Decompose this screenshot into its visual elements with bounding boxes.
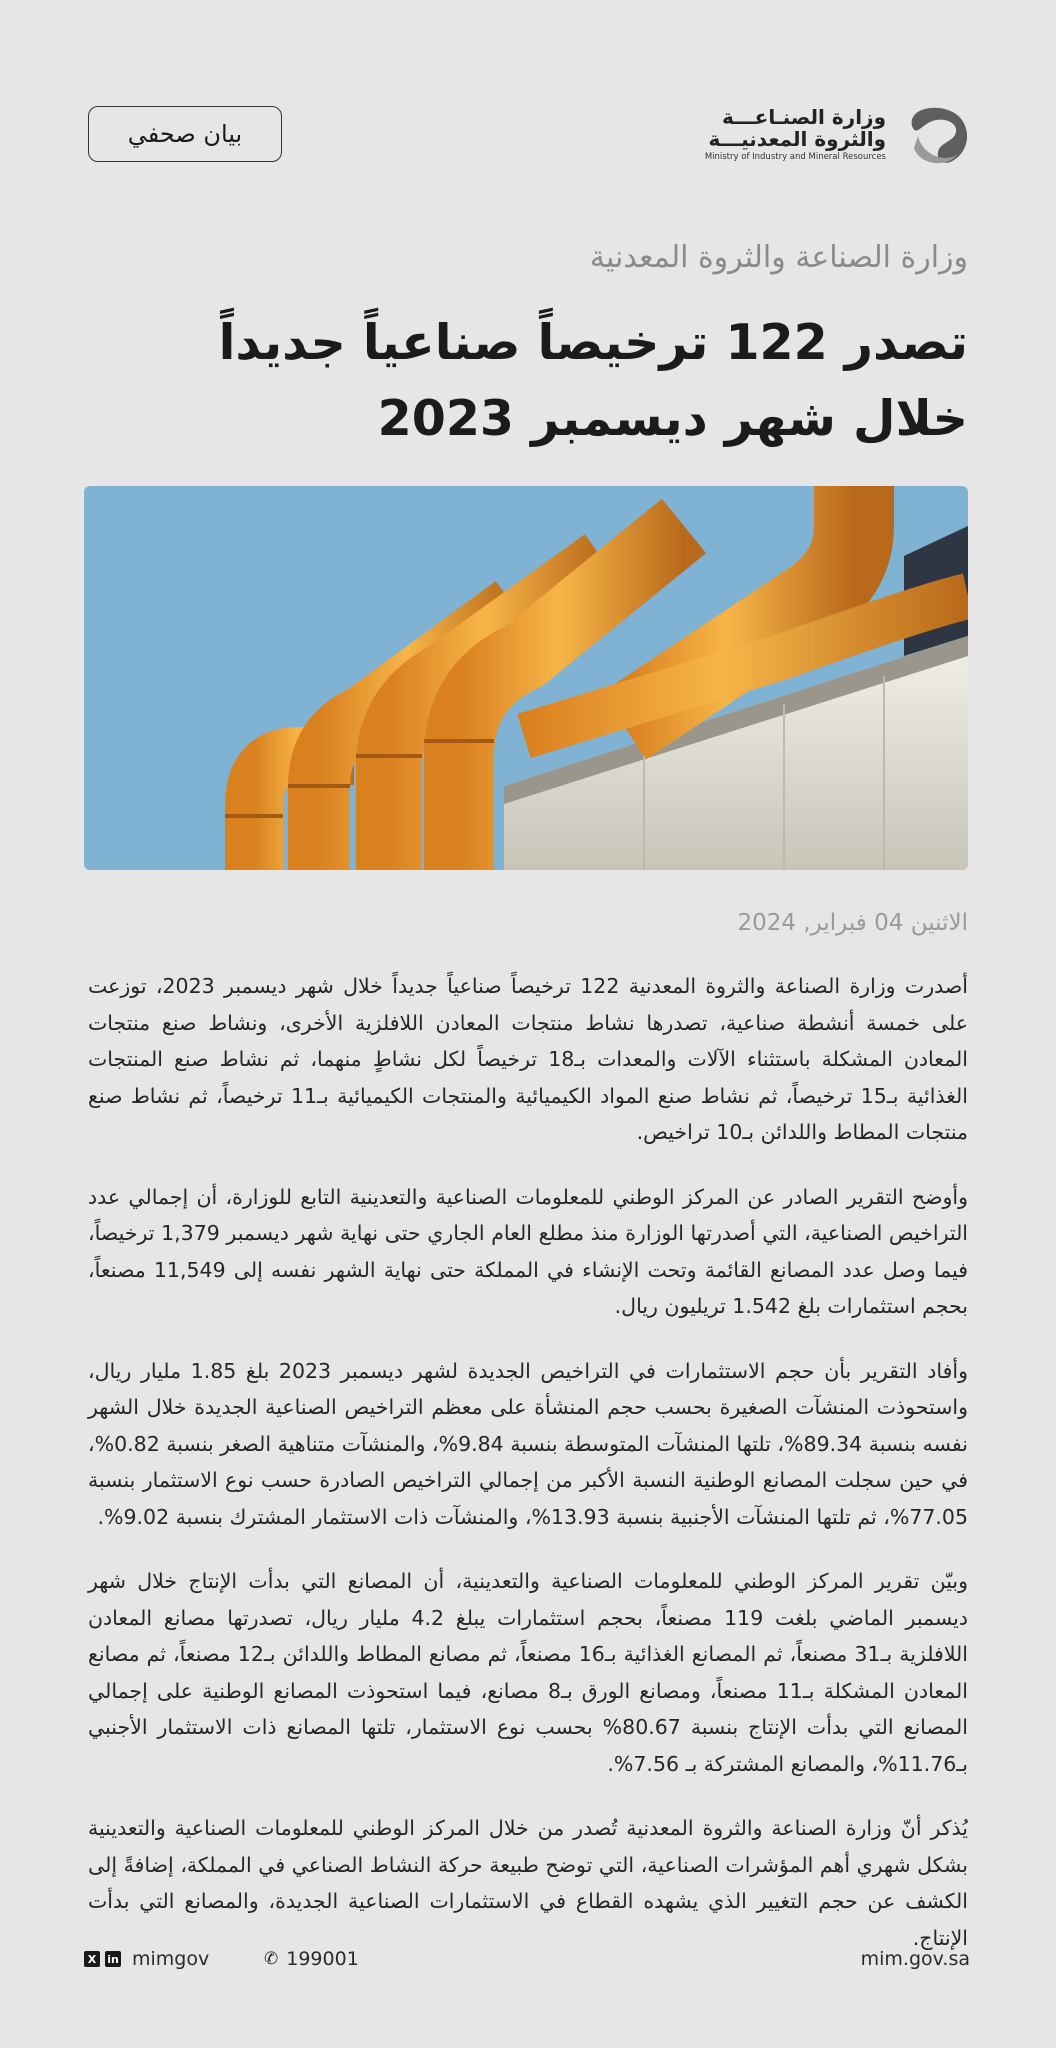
headline-line-2: خلال شهر ديسمبر 2023 [377, 390, 968, 447]
hero-image [84, 486, 968, 870]
social-links[interactable] [84, 1948, 209, 1970]
logo-text-line1: وزارة الصنـاعـــة [722, 104, 886, 129]
ministry-logo-icon [898, 96, 974, 172]
paragraph-1: أصدرت وزارة الصناعة والثروة المعدنية 122 ترخيصاً صناعياً جديداً خلال شهر ديسمبر 2023، توزعت على خمسة أنشطة صناعية، تصدرها نشاط منتجات المعادن اللافلزية الأخرى، ونشاط صنع منتجات المعادن المشكلة باستثناء الآلات والمعدات بـ18 ترخيصاً لكل نشاطٍ منهما، ثم نشاط صنع المنتجات الغذائية بـ15 ترخيصاً، ثم نشاط صنع المواد الكيميائية والمنتجات الكيميائية بـ11 ترخيصاً، ثم نشاط صنع منتجات المطاط واللدائن بـ10 تراخيص. [88, 974, 968, 1144]
publish-date: الاثنين 04 فبراير, 2024 [737, 910, 968, 936]
article-body [88, 968, 968, 1984]
paragraph-3: وأفاد التقرير بأن حجم الاستثمارات في التراخيص الجديدة لشهر ديسمبر 2023 بلغ 1.85 مليار ريال، واستحوذت المنشآت الصغيرة بحسب حجم المنشأة على معظم التراخيص الصناعية الجديدة خلال الشهر نفسه بنسبة 89.34%، تلتها المنشآت المتوسطة بنسبة 9.84%، والمنشآت متناهية الصغر بنسبة 0.82%، في حين سجلت المصانع الوطنية النسبة الأكبر من إجمالي التراخيص الصادرة حسب نوع الاستثمار بنسبة 77.05%، ثم تلتها المنشآت الأجنبية بنسبة 13.93%، والمنشآت ذات الاستثمار المشترك بنسبة 9.02%. [88, 1358, 968, 1529]
industrial-pipes-photo-icon [84, 486, 968, 870]
footer [84, 1948, 970, 1978]
x-icon[interactable]: X [84, 1951, 100, 1967]
linkedin-icon[interactable]: in [105, 1951, 121, 1967]
paragraph-4: وبيّن تقرير المركز الوطني للمعلومات الصناعية والتعدينية، أن المصانع التي بدأت الإنتاج خلال شهر ديسمبر الماضي بلغت 119 مصنعاً، بحجم استثمارات يبلغ 4.2 مليار ريال، تصدرتها مصانع المعادن اللافلزية بـ31 مصنعاً، ثم المصانع الغذائية بـ16 مصنعاً، ثم مصانع المطاط واللدائن بـ12 مصنعاً، ثم مصانع المعادن المشكلة بـ11 مصنعاً، ومصانع الورق بـ8 مصانع، فيما استحوذت المصانع الوطنية على إجمالي المصانع التي بدأت الإنتاج بنسبة 80.67% بحسب نوع الاستثمار، تلتها المصانع ذات الاستثمار الأجنبي بـ11.76%، والمصانع المشتركة بـ 7.56%. [88, 1569, 968, 1776]
paragraph-5: يُذكر أنّ وزارة الصناعة والثروة المعدنية تُصدر من خلال المركز الوطني للمعلومات الصناعية والتعدينية بشكل شهري أهم المؤشرات الصناعية، التي توضح طبيعة حركة النشاط الصناعي في المملكة، إضافةً إلى الكشف عن حجم التغيير الذي يشهده القطاع في الاستثمارات الصناعية الجديدة، والمصانع التي بدأت الإنتاج. [88, 1816, 968, 1950]
phone-contact[interactable] [264, 1948, 359, 1970]
website-link[interactable]: mim.gov.sa [860, 1948, 970, 1970]
headline-line-1: تصدر 122 ترخيصاً صناعياً جديداً [218, 314, 968, 371]
press-release-badge: بيان صحفي [88, 106, 282, 162]
paragraph-2: وأوضح التقرير الصادر عن المركز الوطني للمعلومات الصناعية والتعدينية التابع للوزارة، أن إجمالي عدد التراخيص الصناعية، التي أصدرتها الوزارة منذ مطلع العام الجاري حتى نهاية شهر ديسمبر 1,379 ترخيصاً، فيما وصل عدد المصانع القائمة وتحت الإنشاء في المملكة حتى نهاية الشهر نفسه إلى 11,549 مصنعاً، بحجم استثمارات بلغ 1.542 تريليون ريال. [88, 1184, 969, 1318]
phone-icon: ✆ [264, 1949, 279, 1969]
phone-number[interactable]: 199001 [286, 1948, 359, 1970]
logo-text-english: Ministry of Industry and Mineral Resources [704, 151, 886, 162]
ministry-name: وزارة الصناعة والثروة المعدنية [589, 240, 968, 275]
headline [88, 305, 968, 457]
ministry-logo[interactable] [705, 96, 974, 172]
logo-text-line2: والثروة المعدنيـــة [708, 126, 886, 151]
social-handle[interactable]: mimgov [132, 1948, 210, 1970]
